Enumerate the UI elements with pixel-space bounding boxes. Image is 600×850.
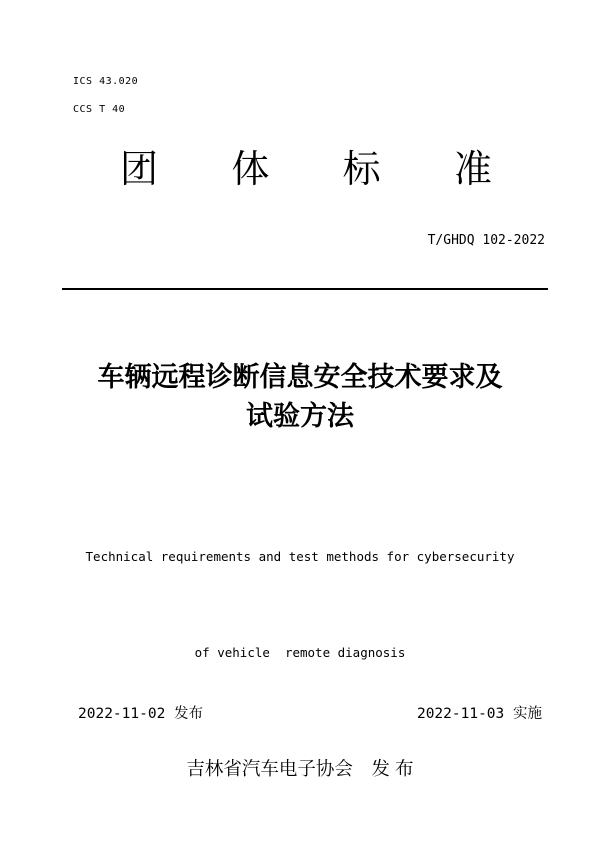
header-divider [62, 288, 548, 290]
issue-date: 2022-11-02 发布 [78, 706, 204, 722]
main-title-cn-line2: 试验方法 [246, 401, 354, 431]
main-title-en [0, 477, 600, 733]
doc-type-char-3: 标 [342, 149, 381, 191]
main-title-cn [0, 358, 600, 436]
main-title-en-line2: of vehicle remote diagnosis [194, 645, 406, 660]
document-type-title [120, 150, 492, 192]
ics-code: ICS 43.020 [73, 76, 139, 87]
doc-type-char-4: 准 [453, 149, 492, 191]
main-title-en-line1: Technical requirements and test methods for cybersecurity [85, 549, 515, 564]
ccs-code: CCS T 40 [73, 104, 126, 115]
standard-number: T/GHDQ 102-2022 [427, 233, 545, 248]
main-title-cn-line1: 车辆远程诊断信息安全技术要求及 [97, 362, 503, 392]
doc-type-char-2: 体 [231, 149, 270, 191]
publisher-line: 吉林省汽车电子协会 发 布 [186, 758, 414, 779]
implement-date: 2022-11-03 实施 [416, 706, 542, 722]
date-row [78, 702, 542, 723]
doc-type-char-1: 团 [120, 149, 159, 191]
